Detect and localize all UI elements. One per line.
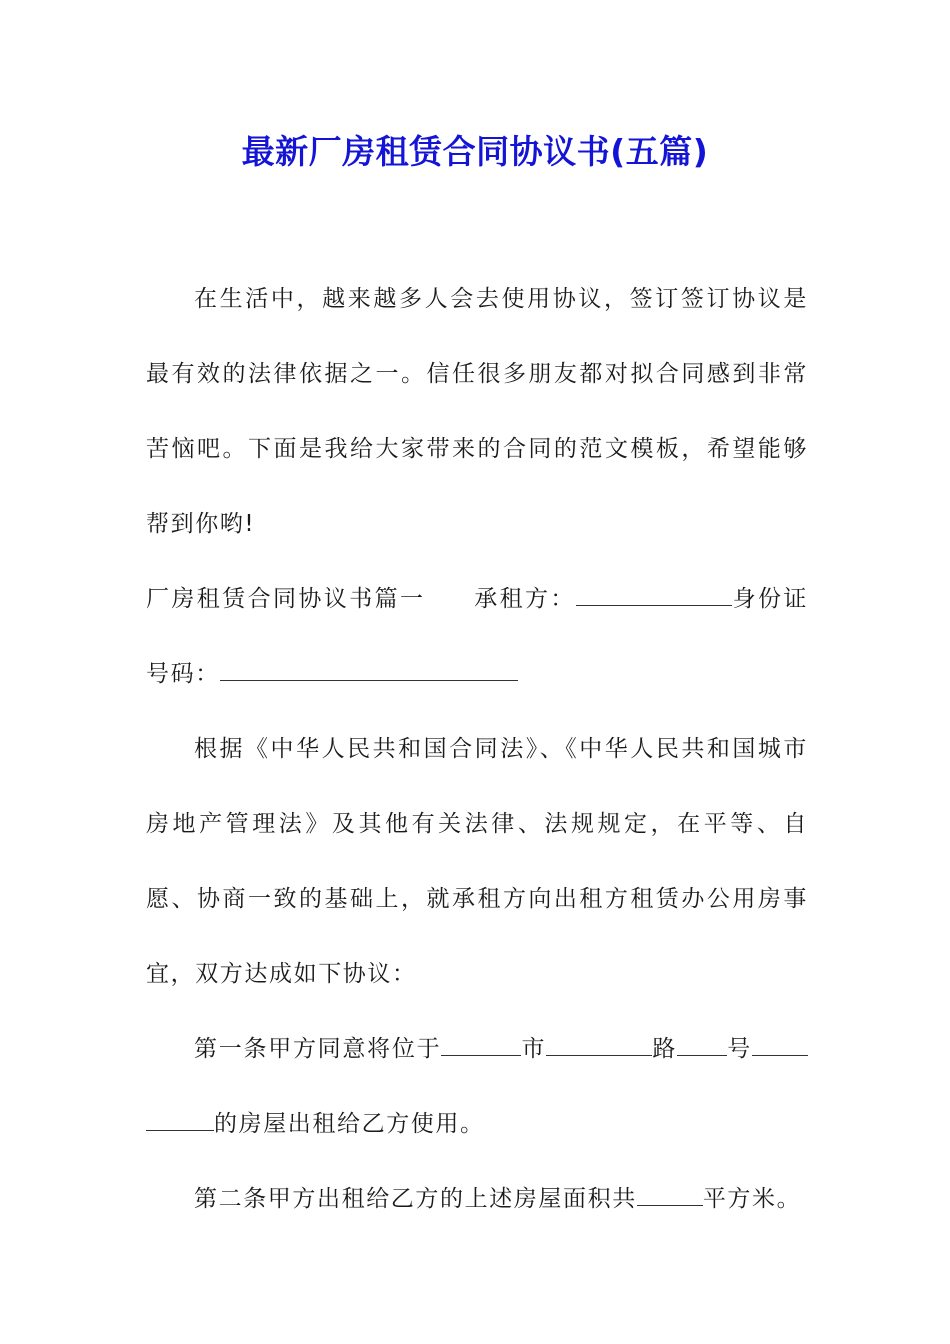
address-blank-b bbox=[146, 1129, 214, 1131]
area-unit: 平方米。 bbox=[702, 1186, 802, 1212]
id-label: 身份证号码： bbox=[146, 586, 808, 687]
lessee-label: 承租方： bbox=[473, 586, 576, 612]
city-blank bbox=[441, 1054, 521, 1056]
city-label: 市 bbox=[521, 1036, 547, 1062]
lessee-paragraph bbox=[146, 562, 808, 712]
article-1-text: 第一条甲方同意将位于 bbox=[194, 1036, 442, 1062]
document-body bbox=[146, 262, 808, 1237]
article-2-text: 第二条甲方出租给乙方的上述房屋面积共 bbox=[194, 1186, 637, 1212]
id-blank bbox=[220, 679, 518, 681]
road-label: 路 bbox=[652, 1036, 678, 1062]
article-1-tail: 的房屋出租给乙方使用。 bbox=[214, 1111, 485, 1137]
area-blank bbox=[637, 1204, 703, 1206]
number-label: 号 bbox=[727, 1036, 752, 1062]
basis-paragraph: 根据《中华人民共和国合同法》、《中华人民共和国城市房地产管理法》及其他有关法律、法规规定，在平等、自愿、协商一致的基础上，就承租方向出租方租赁办公用房事宜，双方达成如下协议： bbox=[146, 736, 808, 987]
article-2-paragraph bbox=[146, 1162, 808, 1237]
document-title: 最新厂房租赁合同协议书(五篇) bbox=[241, 132, 709, 171]
intro-paragraph: 在生活中，越来越多人会去使用协议，签订签订协议是最有效的法律依据之一。信任很多朋友都对拟合同感到非常苦恼吧。下面是我给大家带来的合同的范文模板，希望能够帮到你哟! bbox=[146, 286, 808, 537]
address-blank-a bbox=[752, 1054, 808, 1056]
number-blank bbox=[677, 1054, 727, 1056]
section-heading: 厂房租赁合同协议书篇一 bbox=[146, 586, 426, 612]
article-1-paragraph bbox=[146, 1012, 808, 1162]
lessee-blank bbox=[576, 604, 732, 606]
road-blank bbox=[546, 1054, 652, 1056]
